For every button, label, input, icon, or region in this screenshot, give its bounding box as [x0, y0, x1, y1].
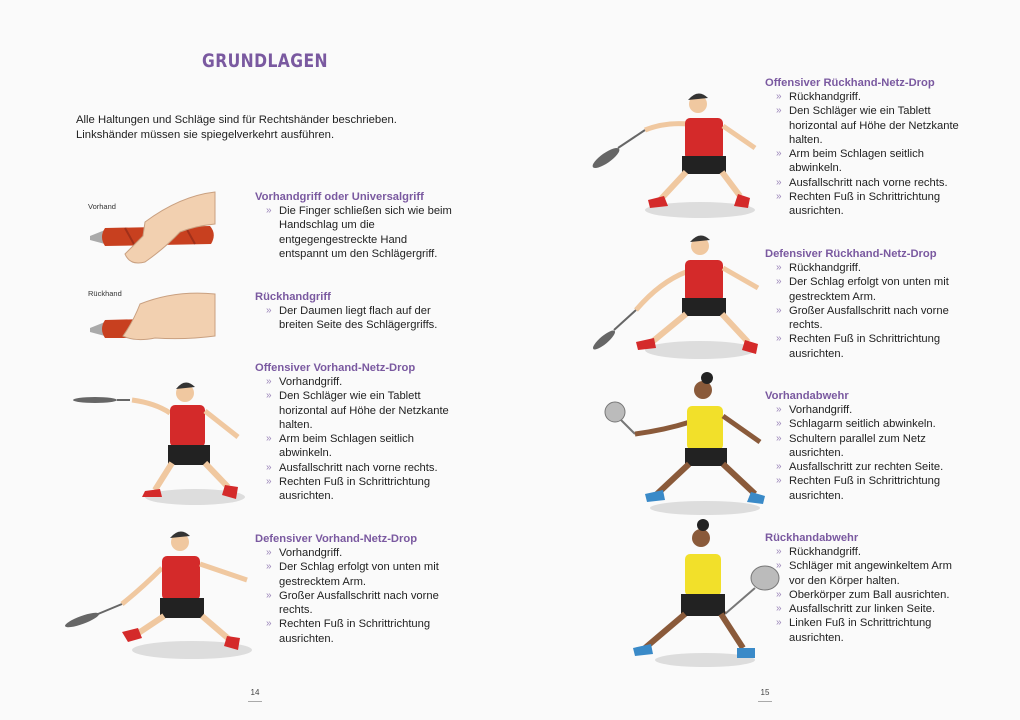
list-item: » Ausfallschritt zur rechten Seite.	[776, 460, 965, 474]
list-item: » Rechten Fuß in Schrittrichtung ausrichten.	[776, 332, 965, 361]
list-item: » Der Schlag erfolgt von unten mit gestrecktem Arm.	[776, 275, 965, 304]
section-offensive-forehand-drop	[255, 361, 455, 504]
section-title: Rückhandgriff	[255, 291, 331, 303]
list-item: » Vorhandgriff.	[266, 546, 455, 560]
section-backhand-defense	[765, 531, 965, 645]
offensive-backhand-drop-illustration	[590, 88, 765, 218]
list-item: » Schultern parallel zum Netz ausrichten.	[776, 432, 965, 461]
offensive-forehand-drop-illustration	[70, 375, 250, 505]
list-item: » Schläger mit angewinkeltem Arm vor den Körper halten.	[776, 559, 965, 588]
list-item: » Arm beim Schlagen seitlich abwinkeln.	[776, 147, 965, 176]
list-item: » Rechten Fuß in Schrittrichtung ausrichten.	[776, 474, 965, 503]
section-defensive-backhand-drop	[765, 247, 965, 361]
section-title: Defensiver Rückhand-Netz-Drop	[765, 248, 937, 260]
section-title: Vorhandabwehr	[765, 390, 849, 402]
list-item: » Den Schläger wie ein Tablett horizontal auf Höhe der Netzkante halten.	[776, 104, 965, 147]
section-defensive-forehand-drop	[255, 532, 455, 646]
forehand-defense-illustration	[595, 370, 770, 515]
forehand-grip-illustration	[85, 188, 220, 266]
section-title: Defensiver Vorhand-Netz-Drop	[255, 533, 418, 545]
section-title: Rückhandabwehr	[765, 532, 859, 544]
defensive-backhand-drop-illustration	[590, 232, 765, 362]
list-item: » Die Finger schließen sich wie beim Handschlag um die entgegengestreckte Hand entspannt um den Schlägergriff.	[266, 204, 455, 261]
list-item: » Vorhandgriff.	[776, 403, 965, 417]
page-title: GRUNDLAGEN	[202, 50, 328, 72]
list-item: » Vorhandgriff.	[266, 375, 455, 389]
list-item: » Arm beim Schlagen seitlich abwinkeln.	[266, 432, 455, 461]
section-title: Vorhandgriff oder Universalgriff	[255, 191, 424, 203]
list-item: » Rückhandgriff.	[776, 261, 965, 275]
section-forehand-defense	[765, 389, 965, 503]
backhand-defense-illustration	[615, 518, 785, 668]
list-item: » Großer Ausfallschritt nach vorne rechts.	[266, 589, 455, 618]
page-number: 15	[758, 688, 772, 702]
defensive-forehand-drop-illustration	[62, 528, 262, 663]
list-item: » Schlagarm seitlich abwinkeln.	[776, 417, 965, 431]
list-item: » Großer Ausfallschritt nach vorne rechts.	[776, 304, 965, 333]
list-item: » Rückhandgriff.	[776, 90, 965, 104]
page-number: 14	[248, 688, 262, 702]
list-item: » Rechten Fuß in Schrittrichtung ausrichten.	[776, 190, 965, 219]
section-offensive-backhand-drop	[765, 76, 965, 219]
list-item: » Ausfallschritt nach vorne rechts.	[266, 461, 455, 475]
backhand-grip-illustration	[85, 290, 220, 345]
intro-text: Alle Haltungen und Schläge sind für Rechtshänder beschrieben. Linkshänder müssen sie spiegelverkehrt ausführen.	[76, 114, 397, 141]
list-item: » Rechten Fuß in Schrittrichtung ausrichten.	[266, 617, 455, 646]
list-item: » Oberkörper zum Ball ausrichten.	[776, 588, 965, 602]
list-item: » Rechten Fuß in Schrittrichtung ausrichten.	[266, 475, 455, 504]
list-item: » Rückhandgriff.	[776, 545, 965, 559]
section-backhand-grip	[255, 290, 455, 333]
forehand-grip-label: Vorhand	[88, 202, 116, 211]
list-item: » Der Schlag erfolgt von unten mit gestrecktem Arm.	[266, 560, 455, 589]
list-item: » Linken Fuß in Schrittrichtung ausrichten.	[776, 616, 965, 645]
list-item: » Ausfallschritt nach vorne rechts.	[776, 176, 965, 190]
right-page	[510, 0, 1020, 720]
backhand-grip-label: Rückhand	[88, 289, 122, 298]
section-forehand-grip	[255, 190, 455, 261]
section-title: Offensiver Rückhand-Netz-Drop	[765, 77, 935, 89]
section-title: Offensiver Vorhand-Netz-Drop	[255, 362, 416, 374]
list-item: » Den Schläger wie ein Tablett horizontal auf Höhe der Netzkante halten.	[266, 389, 455, 432]
list-item: » Der Daumen liegt flach auf der breiten Seite des Schlägergriffs.	[266, 304, 455, 333]
list-item: » Ausfallschritt zur linken Seite.	[776, 602, 965, 616]
